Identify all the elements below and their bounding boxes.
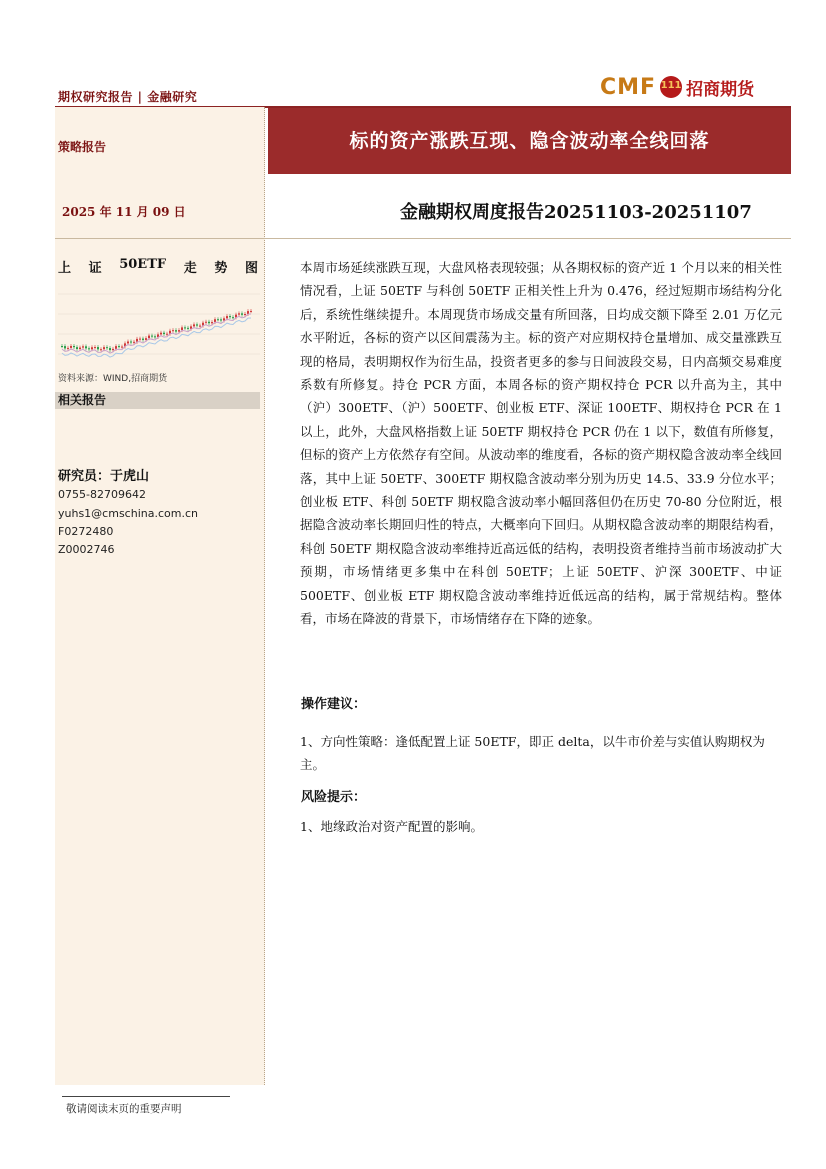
- report-series-label: 期权研究报告 | 金融研究: [58, 90, 198, 104]
- summary-paragraph: 本周市场延续涨跌互现，大盘风格表现较强；从各期权标的资产近 1 个月以来的相关性情况看，上证 50ETF 与科创 50ETF 正相关性上升为 0.476，经过短期市场结构分化后，系统性继续提升。本周现货市场成交量有所回落，日均成交额下降至 2.01 万亿元水平附近，各标的资产以区间震荡为主。标的资产对应期权持仓量增加、成交量涨跌互现的格局，表明期权作为衍生品，投资者更多的参与日间波段交易，日内高频交易难度系数有所修复。持仓 PCR 方面，本周各标的资产期权持仓 PCR 以升高为主，其中（沪）300ETF、（沪）500ETF、创业板 ETF、深证 100ETF、期权持仓 PCR 在 1 以上，此外，大盘风格指数上证 50ETF 期权持仓 PCR 仍在 1 以下，数值有所修复，但标的资产上方依然存有空间。从波动率的维度看，各标的资产期权隐含波动率全线回落，其中上证 50ETF、300ETF 期权隐含波动率分别为历史 14.5、33.9 分位水平；创业板 ETF、科创 50ETF 期权隐含波动率小幅回落但仍在历史 70-80 分位附近，根据隐含波动率长期回归性的特点，大概率向下回归。从期权隐含波动率的期限结构看，科创 50ETF 期权隐含波动率维持近高远低的结构，表明投资者维持当前市场波动扩大预期，市场情绪更多集中在科创 50ETF；上证 50ETF、沪深 300ETF、中证 500ETF、创业板 ETF 期权隐含波动率维持近低远高的结构，属于常规结构。整体看，市场在降波的背景下，市场情绪存在下降的迹象。: [300, 260, 782, 627]
- report-title: 标的资产涨跌互现、隐含波动率全线回落: [349, 130, 710, 152]
- ops-item-1: 1、方向性策略：逢低配置上证 50ETF，即正 delta，以牛市价差与实值认购期权为主。: [300, 734, 765, 772]
- risk-heading: 风险提示：: [301, 790, 367, 805]
- report-subtitle: 金融期权周度报告20251103-20251107: [400, 202, 752, 223]
- chart-title: 上 证 50ETF 走 势 图: [58, 257, 258, 276]
- report-date: 2025 年 11 月 09 日: [62, 205, 186, 219]
- analyst-license-z: Z0002746: [58, 543, 115, 556]
- analyst-phone: 0755-82709642: [58, 488, 146, 501]
- logo-badge-icon: 111: [660, 76, 682, 98]
- analyst-name: 研究员：于虎山: [58, 469, 150, 484]
- moving-average-line: [62, 314, 251, 353]
- report-type: 策略报告: [58, 140, 107, 154]
- footer-rule: [62, 1096, 230, 1097]
- company-logo: [600, 72, 754, 102]
- footer-disclaimer: 敬请阅读末页的重要声明: [66, 1103, 182, 1115]
- risk-item-1: 1、地缘政治对资产配置的影响。: [300, 819, 483, 834]
- sidebar-panel: [55, 107, 265, 1085]
- analyst-email: yuhs1@cmschina.com.cn: [58, 507, 198, 520]
- etf-trend-chart: [58, 274, 260, 370]
- related-reports-header: 相关报告: [55, 392, 260, 409]
- logo-latin: CMF: [600, 74, 657, 100]
- logo-chinese: 招商期货: [686, 79, 755, 100]
- section-rule: [55, 238, 791, 239]
- ops-heading: 操作建议：: [301, 697, 367, 712]
- chart-source: 资料来源：WIND,招商期货: [58, 374, 168, 384]
- analyst-license-f: F0272480: [58, 525, 114, 538]
